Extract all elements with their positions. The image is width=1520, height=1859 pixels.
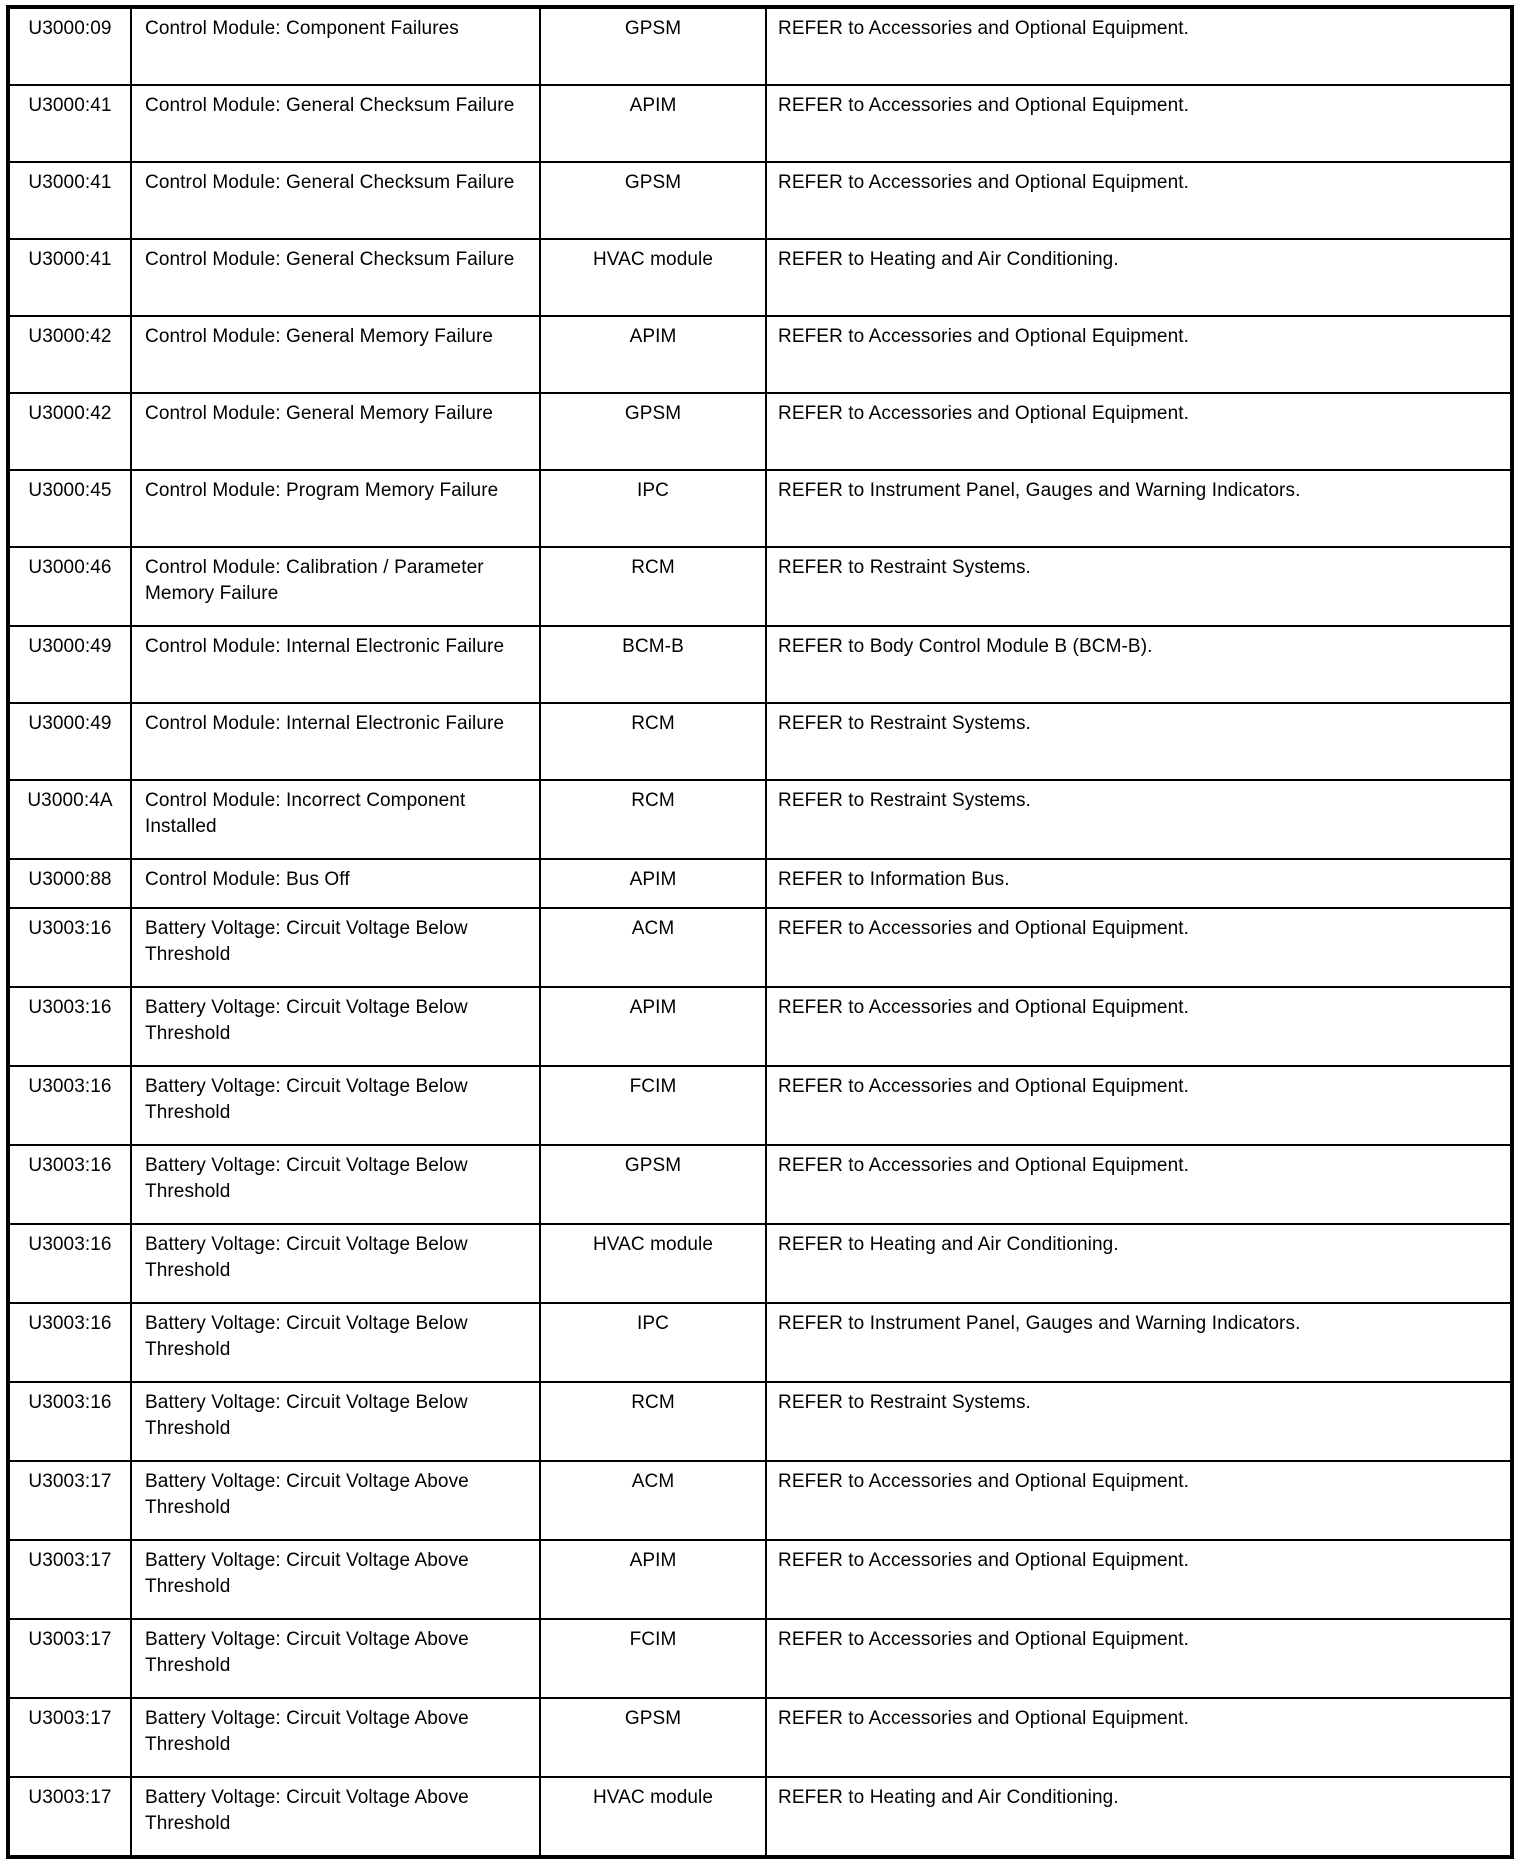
action-cell: REFER to Accessories and Optional Equipment. bbox=[766, 316, 1512, 393]
dtc-description-cell: Control Module: General Memory Failure bbox=[131, 316, 540, 393]
action-cell: REFER to Accessories and Optional Equipment. bbox=[766, 1619, 1512, 1698]
dtc-code-cell: U3000:42 bbox=[8, 393, 131, 470]
module-cell: GPSM bbox=[540, 1145, 766, 1224]
dtc-table bbox=[6, 5, 1514, 1859]
dtc-description-cell: Battery Voltage: Circuit Voltage Below Threshold bbox=[131, 1145, 540, 1224]
dtc-code-cell: U3003:17 bbox=[8, 1777, 131, 1857]
action-cell: REFER to Accessories and Optional Equipment. bbox=[766, 1698, 1512, 1777]
module-cell: FCIM bbox=[540, 1619, 766, 1698]
table-row bbox=[8, 85, 1512, 162]
table-row bbox=[8, 470, 1512, 547]
dtc-description-cell: Battery Voltage: Circuit Voltage Below Threshold bbox=[131, 1382, 540, 1461]
dtc-description-cell: Control Module: Internal Electronic Failure bbox=[131, 703, 540, 780]
table-row bbox=[8, 1698, 1512, 1777]
action-cell: REFER to Accessories and Optional Equipment. bbox=[766, 1066, 1512, 1145]
module-cell: HVAC module bbox=[540, 1224, 766, 1303]
action-cell: REFER to Heating and Air Conditioning. bbox=[766, 1224, 1512, 1303]
dtc-description-cell: Control Module: General Checksum Failure bbox=[131, 85, 540, 162]
table-row bbox=[8, 987, 1512, 1066]
table-row bbox=[8, 239, 1512, 316]
dtc-code-cell: U3003:16 bbox=[8, 1303, 131, 1382]
dtc-description-cell: Battery Voltage: Circuit Voltage Below Threshold bbox=[131, 987, 540, 1066]
action-cell: REFER to Accessories and Optional Equipment. bbox=[766, 1145, 1512, 1224]
table-row bbox=[8, 1224, 1512, 1303]
dtc-code-cell: U3000:41 bbox=[8, 239, 131, 316]
dtc-description-cell: Battery Voltage: Circuit Voltage Above Threshold bbox=[131, 1777, 540, 1857]
dtc-code-cell: U3000:41 bbox=[8, 162, 131, 239]
table-row bbox=[8, 908, 1512, 987]
action-cell: REFER to Restraint Systems. bbox=[766, 1382, 1512, 1461]
module-cell: RCM bbox=[540, 547, 766, 626]
dtc-code-cell: U3000:09 bbox=[8, 7, 131, 85]
table-row bbox=[8, 1540, 1512, 1619]
action-cell: REFER to Accessories and Optional Equipment. bbox=[766, 85, 1512, 162]
action-cell: REFER to Accessories and Optional Equipment. bbox=[766, 393, 1512, 470]
dtc-code-cell: U3003:17 bbox=[8, 1619, 131, 1698]
action-cell: REFER to Body Control Module B (BCM-B). bbox=[766, 626, 1512, 703]
table-row bbox=[8, 780, 1512, 859]
table-row bbox=[8, 316, 1512, 393]
dtc-description-cell: Control Module: General Checksum Failure bbox=[131, 162, 540, 239]
action-cell: REFER to Accessories and Optional Equipment. bbox=[766, 908, 1512, 987]
dtc-description-cell: Control Module: General Checksum Failure bbox=[131, 239, 540, 316]
table-row bbox=[8, 626, 1512, 703]
dtc-code-cell: U3003:16 bbox=[8, 1382, 131, 1461]
dtc-code-cell: U3000:49 bbox=[8, 626, 131, 703]
module-cell: FCIM bbox=[540, 1066, 766, 1145]
dtc-description-cell: Battery Voltage: Circuit Voltage Below Threshold bbox=[131, 1224, 540, 1303]
dtc-description-cell: Control Module: Component Failures bbox=[131, 7, 540, 85]
table-row bbox=[8, 859, 1512, 908]
table-row bbox=[8, 1461, 1512, 1540]
dtc-description-cell: Control Module: Bus Off bbox=[131, 859, 540, 908]
dtc-code-cell: U3000:88 bbox=[8, 859, 131, 908]
dtc-description-cell: Control Module: Calibration / Parameter Memory Failure bbox=[131, 547, 540, 626]
table-row bbox=[8, 393, 1512, 470]
action-cell: REFER to Accessories and Optional Equipment. bbox=[766, 1461, 1512, 1540]
dtc-description-cell: Battery Voltage: Circuit Voltage Above Threshold bbox=[131, 1540, 540, 1619]
table-row bbox=[8, 1777, 1512, 1857]
table-row bbox=[8, 1066, 1512, 1145]
action-cell: REFER to Heating and Air Conditioning. bbox=[766, 239, 1512, 316]
dtc-code-cell: U3003:17 bbox=[8, 1698, 131, 1777]
dtc-code-cell: U3003:16 bbox=[8, 987, 131, 1066]
dtc-code-cell: U3000:45 bbox=[8, 470, 131, 547]
dtc-description-cell: Battery Voltage: Circuit Voltage Below Threshold bbox=[131, 1303, 540, 1382]
module-cell: ACM bbox=[540, 908, 766, 987]
module-cell: BCM-B bbox=[540, 626, 766, 703]
table-row bbox=[8, 1145, 1512, 1224]
action-cell: REFER to Instrument Panel, Gauges and Warning Indicators. bbox=[766, 1303, 1512, 1382]
dtc-description-cell: Battery Voltage: Circuit Voltage Above Threshold bbox=[131, 1461, 540, 1540]
module-cell: GPSM bbox=[540, 1698, 766, 1777]
action-cell: REFER to Instrument Panel, Gauges and Warning Indicators. bbox=[766, 470, 1512, 547]
dtc-table-body bbox=[8, 7, 1512, 1857]
action-cell: REFER to Heating and Air Conditioning. bbox=[766, 1777, 1512, 1857]
module-cell: IPC bbox=[540, 1303, 766, 1382]
module-cell: HVAC module bbox=[540, 239, 766, 316]
module-cell: RCM bbox=[540, 1382, 766, 1461]
action-cell: REFER to Restraint Systems. bbox=[766, 703, 1512, 780]
dtc-description-cell: Battery Voltage: Circuit Voltage Below Threshold bbox=[131, 908, 540, 987]
dtc-description-cell: Control Module: Incorrect Component Installed bbox=[131, 780, 540, 859]
dtc-code-cell: U3000:42 bbox=[8, 316, 131, 393]
module-cell: GPSM bbox=[540, 393, 766, 470]
dtc-code-cell: U3003:16 bbox=[8, 1145, 131, 1224]
dtc-description-cell: Battery Voltage: Circuit Voltage Below Threshold bbox=[131, 1066, 540, 1145]
module-cell: APIM bbox=[540, 1540, 766, 1619]
module-cell: GPSM bbox=[540, 162, 766, 239]
module-cell: APIM bbox=[540, 859, 766, 908]
dtc-code-cell: U3003:16 bbox=[8, 1066, 131, 1145]
dtc-code-cell: U3003:17 bbox=[8, 1461, 131, 1540]
table-row bbox=[8, 703, 1512, 780]
dtc-code-cell: U3000:49 bbox=[8, 703, 131, 780]
dtc-code-cell: U3000:4A bbox=[8, 780, 131, 859]
action-cell: REFER to Restraint Systems. bbox=[766, 780, 1512, 859]
dtc-code-cell: U3000:41 bbox=[8, 85, 131, 162]
dtc-description-cell: Battery Voltage: Circuit Voltage Above Threshold bbox=[131, 1619, 540, 1698]
table-row bbox=[8, 1382, 1512, 1461]
dtc-description-cell: Control Module: General Memory Failure bbox=[131, 393, 540, 470]
module-cell: APIM bbox=[540, 85, 766, 162]
module-cell: ACM bbox=[540, 1461, 766, 1540]
dtc-description-cell: Control Module: Internal Electronic Failure bbox=[131, 626, 540, 703]
dtc-code-cell: U3000:46 bbox=[8, 547, 131, 626]
action-cell: REFER to Restraint Systems. bbox=[766, 547, 1512, 626]
dtc-description-cell: Control Module: Program Memory Failure bbox=[131, 470, 540, 547]
table-row bbox=[8, 1303, 1512, 1382]
action-cell: REFER to Accessories and Optional Equipment. bbox=[766, 987, 1512, 1066]
table-row bbox=[8, 162, 1512, 239]
action-cell: REFER to Accessories and Optional Equipment. bbox=[766, 7, 1512, 85]
table-row bbox=[8, 7, 1512, 85]
module-cell: HVAC module bbox=[540, 1777, 766, 1857]
table-row bbox=[8, 1619, 1512, 1698]
module-cell: RCM bbox=[540, 703, 766, 780]
action-cell: REFER to Accessories and Optional Equipment. bbox=[766, 162, 1512, 239]
module-cell: GPSM bbox=[540, 7, 766, 85]
module-cell: RCM bbox=[540, 780, 766, 859]
action-cell: REFER to Information Bus. bbox=[766, 859, 1512, 908]
module-cell: IPC bbox=[540, 470, 766, 547]
action-cell: REFER to Accessories and Optional Equipment. bbox=[766, 1540, 1512, 1619]
dtc-code-cell: U3003:17 bbox=[8, 1540, 131, 1619]
dtc-code-cell: U3003:16 bbox=[8, 1224, 131, 1303]
table-row bbox=[8, 547, 1512, 626]
module-cell: APIM bbox=[540, 987, 766, 1066]
dtc-code-cell: U3003:16 bbox=[8, 908, 131, 987]
dtc-description-cell: Battery Voltage: Circuit Voltage Above Threshold bbox=[131, 1698, 540, 1777]
module-cell: APIM bbox=[540, 316, 766, 393]
